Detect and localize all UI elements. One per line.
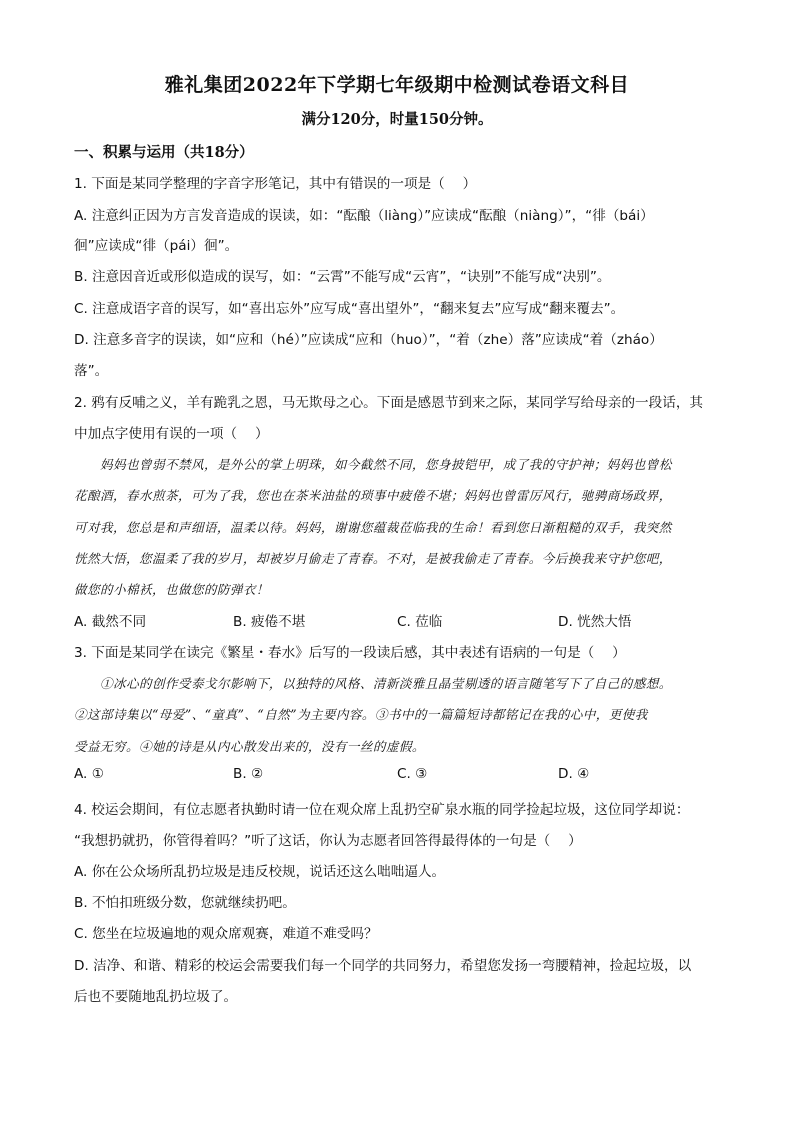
q2-option-a: A. 截然不同 bbox=[74, 614, 147, 630]
q1-stem: 1. 下面是某同学整理的字音字形笔记，其中有错误的一项是（ ） bbox=[74, 176, 477, 192]
q3-passage-line: ②这部诗集以“母爱”、“童真”、“自然”为主要内容。③书中的一篇篇短诗都铭记在我的心中，更使我 bbox=[74, 707, 648, 722]
q3-option-d: D. ④ bbox=[558, 766, 590, 782]
exam-subtitle: 满分120分，时量150分钟。 bbox=[301, 111, 493, 128]
q3-stem: 3. 下面是某同学在读完《繁星・春水》后写的一段读后感，其中表述有语病的一句是（ ） bbox=[74, 645, 626, 661]
q1-option-d-cont: 落”。 bbox=[74, 363, 109, 379]
q4-option-d: D. 洁净、和谐、精彩的校运会需要我们每一个同学的共同努力，希望您发扬一弯腰精神，捡起垃圾，以 bbox=[74, 958, 692, 974]
q3-passage-line: 受益无穷。④她的诗是从内心散发出来的，没有一丝的虚假。 bbox=[74, 739, 425, 754]
q2-passage-line: 做您的小棉袄，也做您的防弹衣！ bbox=[74, 582, 269, 597]
q4-option-d-cont: 后也不要随地乱扔垃圾了。 bbox=[74, 989, 238, 1005]
q3-passage-line: ①冰心的创作受泰戈尔影响下，以独特的风格、清新淡雅且晶莹剔透的语言随笔写下了自己的感想。 bbox=[100, 676, 672, 691]
q1-option-a-cont: 徊”应读成“徘（pái）徊”。 bbox=[74, 238, 239, 254]
q2-option-c: C. 莅临 bbox=[397, 614, 443, 630]
q4-option-b: B. 不怕扣班级分数，您就继续扔吧。 bbox=[74, 895, 296, 911]
exam-title: 雅礼集团2022年下学期七年级期中检测试卷语文科目 bbox=[164, 74, 630, 96]
q2-stem: 2. 鸦有反哺之义，羊有跪乳之恩，马无欺母之心。下面是感恩节到来之际，某同学写给母亲的一段话，其 bbox=[74, 395, 704, 411]
q2-stem-cont: 中加点字使用有误的一项（ ） bbox=[74, 426, 269, 442]
section-heading: 一、积累与运用（共18分） bbox=[74, 144, 254, 161]
q3-option-a: A. ① bbox=[74, 766, 104, 782]
q2-passage-line: 恍然大悟，您温柔了我的岁月，却被岁月偷走了青春。不对，是被我偷走了青春。今后换我来守护您吧， bbox=[74, 551, 672, 566]
q4-stem-cont: “我想扔就扔，你管得着吗？”听了这话，你认为志愿者回答得最得体的一句是（ ） bbox=[74, 833, 582, 849]
q3-option-c: C. ③ bbox=[397, 766, 428, 782]
q3-option-b: B. ② bbox=[233, 766, 264, 782]
q2-passage-line: 可对我，您总是和声细语，温柔以待。妈妈，谢谢您蕴裁莅临我的生命！看到您日渐粗糙的双手，我突然 bbox=[74, 520, 672, 535]
q1-option-c: C. 注意成语字音的误写，如“喜出忘外”应写成“喜出望外”，“翻来复去”应写成“翻来覆去”。 bbox=[74, 301, 625, 317]
q1-option-d: D. 注意多音字的误读，如“应和（hé）”应读成“应和（huo）”，“着（zhe）落”应读成“着（zháo） bbox=[74, 332, 663, 348]
q4-option-a: A. 你在公众场所乱扔垃圾是违反校规，说话还这么咄咄逼人。 bbox=[74, 864, 446, 880]
q1-option-a: A. 注意纠正因为方言发音造成的误读，如：“酝酿（liàng）”应读成“酝酿（niàng）”，“徘（bái） bbox=[74, 208, 654, 224]
q4-stem: 4. 校运会期间，有位志愿者执勤时请一位在观众席上乱扔空矿泉水瓶的同学捡起垃圾，这位同学却说： bbox=[74, 802, 690, 818]
q1-option-b: B. 注意因音近或形似造成的误写，如：“云霄”不能写成“云宵”，“诀别”不能写成“决别”。 bbox=[74, 269, 611, 285]
q2-option-d: D. 恍然大悟 bbox=[558, 614, 632, 630]
q2-passage-line: 花酿酒，春水煎茶，可为了我，您也在茶米油盐的琐事中疲倦不堪；妈妈也曾雷厉风行，驰骋商场政界， bbox=[74, 488, 672, 503]
q4-option-c: C. 您坐在垃圾遍地的观众席观赛，难道不难受吗？ bbox=[74, 926, 378, 942]
q2-passage-line: 妈妈也曾弱不禁风，是外公的掌上明珠，如今截然不同，您身披铠甲，成了我的守护神；妈妈也曾松 bbox=[100, 457, 672, 472]
q2-option-b: B. 疲倦不堪 bbox=[233, 614, 306, 630]
